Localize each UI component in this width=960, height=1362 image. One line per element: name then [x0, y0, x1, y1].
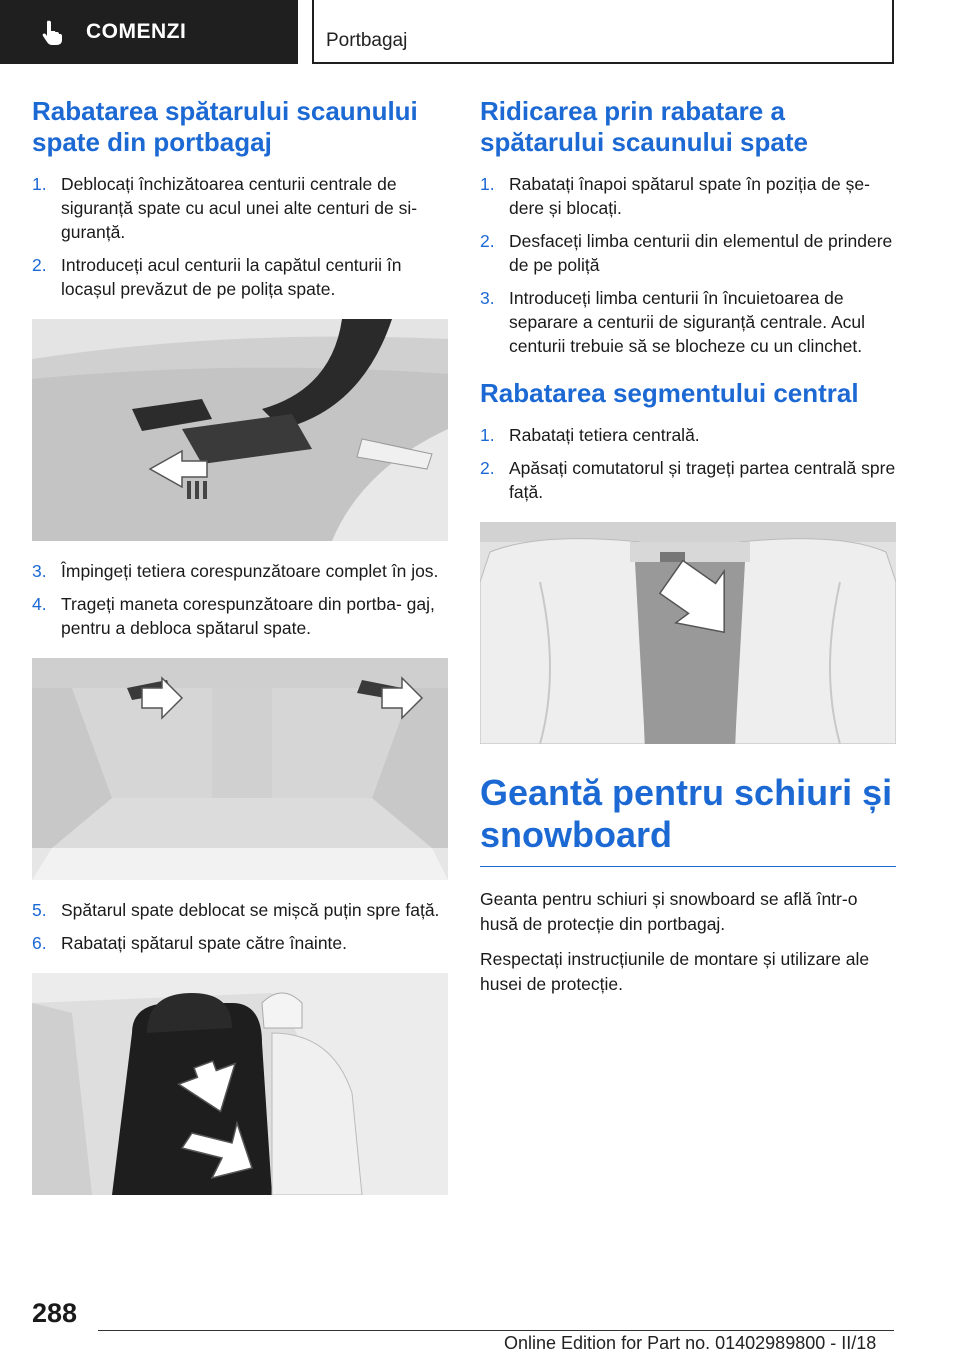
step-item [480, 423, 896, 447]
step-text: Desfaceți limba centurii din elementul de prindere de pe poliță [509, 231, 893, 275]
footer-edition: Online Edition for Part no. 01402989800 - II/18 [504, 1333, 877, 1353]
step-number: 6. [32, 933, 47, 953]
figure-trunk-levers [32, 658, 448, 880]
paragraph-ski-bag-location: Geanta pentru schiuri și snowboard se află într-o husă de protecție din portbagaj. [480, 889, 858, 934]
step-text: Rabatați spătarul spate către înainte. [61, 933, 348, 953]
step-number: 2. [480, 231, 495, 251]
figure-parcel-shelf-belt [32, 319, 448, 541]
step-number: 1. [480, 174, 495, 194]
step-number: 2. [32, 255, 47, 275]
step-number: 2. [480, 458, 495, 478]
steps-list-center [480, 423, 896, 504]
steps-list-c [32, 898, 448, 955]
step-text: Spătarul spate deblocat se mișcă puțin spre față. [61, 900, 440, 920]
right-column [480, 96, 896, 1005]
chapter-tab-label: COMENZI [86, 20, 187, 43]
step-text: Rabatați înapoi spătarul spate în poziția de șe‐ dere și blocați. [509, 174, 870, 218]
section-title-raise-seat: Ridicarea prin rabatare a spătarului scaunului spate [480, 96, 808, 157]
step-number: 4. [32, 594, 47, 614]
step-number: 3. [32, 561, 47, 581]
chapter-title-ski-bag: Geantă pentru schiuri și snowboard [480, 772, 896, 867]
steps-list-b [32, 559, 448, 640]
step-item [480, 456, 896, 504]
step-text: Introduceți limba centurii în încuietoarea de separare a centurii de siguranță centrale. Acul centurii trebuie să se blocheze cu un clinchet. [509, 288, 866, 356]
pointing-hand-icon [38, 18, 66, 46]
paragraph-ski-bag-instructions: Respectați instrucțiunile de montare și utilizare ale husei de protecție. [480, 949, 870, 994]
step-number: 3. [480, 288, 495, 308]
steps-list-a [32, 172, 448, 301]
page-number: 288 [32, 1298, 78, 1328]
step-item [32, 172, 448, 244]
step-item [32, 931, 448, 955]
steps-list-raise [480, 172, 896, 358]
step-text: Împingeți tetiera corespunzătoare complet în jos. [61, 561, 439, 581]
section-name: Portbagaj [326, 30, 408, 51]
section-title-fold-seat: Rabatarea spătarului scaunului spate din portbagaj [32, 96, 418, 157]
footer-divider [98, 1330, 894, 1331]
step-item [32, 253, 448, 301]
figure-center-segment [480, 522, 896, 744]
step-text: Introduceți acul centurii la capătul centurii în locașul prevăzut de pe polița spate. [61, 255, 402, 299]
step-text: Trageți maneta corespunzătoare din portba‐ gaj, pentru a debloca spătarul spate. [61, 594, 435, 638]
step-number: 1. [32, 174, 47, 194]
step-item [32, 592, 448, 640]
step-text: Rabatați tetiera centrală. [509, 425, 700, 445]
step-item [32, 559, 448, 583]
step-item [480, 172, 896, 220]
step-number: 5. [32, 900, 47, 920]
step-text: Deblocați închizătoarea centurii centrale de siguranță spate cu acul unei alte centuri de si‐ guranță. [61, 174, 418, 242]
left-column [32, 96, 448, 1213]
section-title-center-segment: Rabatarea segmentului central [480, 378, 859, 408]
step-item [480, 286, 896, 358]
step-item [32, 898, 448, 922]
chapter-tab[interactable] [0, 0, 298, 64]
step-number: 1. [480, 425, 495, 445]
step-text: Apăsați comutatorul și trageți partea centrală spre față. [509, 458, 896, 502]
breadcrumb [312, 0, 894, 64]
step-item [480, 229, 896, 277]
figure-backrest-fold [32, 973, 448, 1195]
